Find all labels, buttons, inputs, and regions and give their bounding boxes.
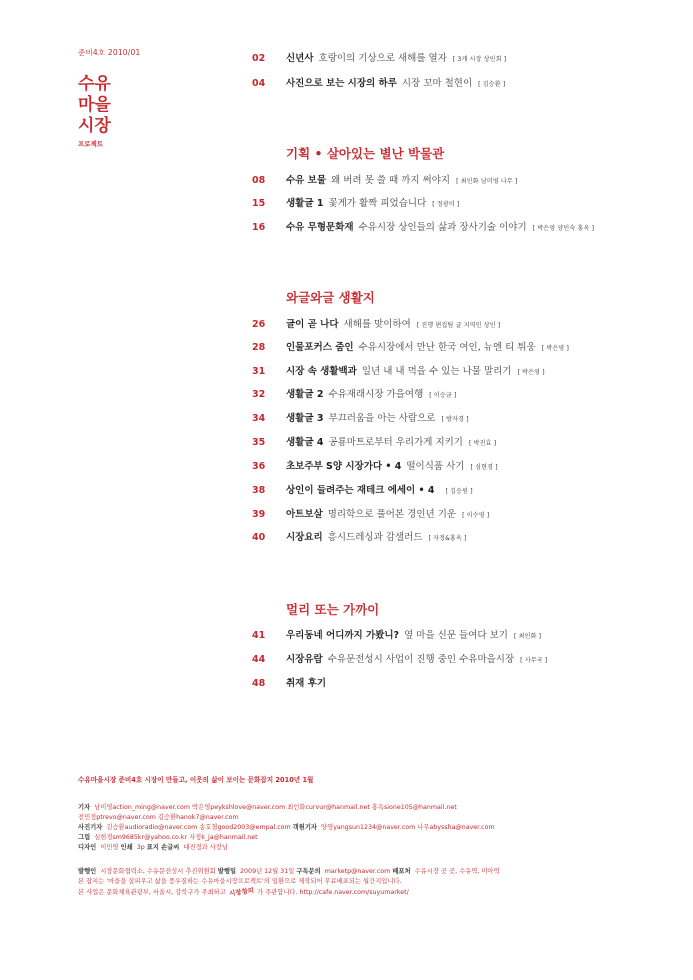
section-heading: 와글와글 생활지 xyxy=(286,290,375,305)
page-number: 02 xyxy=(252,53,266,64)
entry-description: 흥시드레싱과 감샐러드 xyxy=(327,532,423,543)
correspondent-label: 객원기자 xyxy=(292,824,318,831)
distribution-value: 수유시장 곳 곳, 수유역, 미아역 xyxy=(414,868,500,875)
illustration-label: 그림 xyxy=(78,834,91,841)
notice-text: 본 사업은 문화체육관광부, 서울시, 강북구가 주최하고 xyxy=(78,889,226,896)
entry-title: 상인이 들려주는 재테크 에세이 • 4 xyxy=(286,485,435,496)
logo xyxy=(78,74,140,137)
entry-title: 생활글 1 xyxy=(286,198,324,209)
entry-credit: [ 최인화 ] xyxy=(513,633,542,640)
section-heading: 멀리 또는 가까이 xyxy=(286,602,380,617)
toc-entry[interactable] xyxy=(252,482,473,496)
entry-credit: [ 박은영 ] xyxy=(517,369,545,376)
entry-title: 생활글 2 xyxy=(286,389,324,400)
entry-title: 인물포커스 줌인 xyxy=(286,342,354,353)
page-number: 48 xyxy=(252,678,266,689)
entry-description: 떨이식품 사기 xyxy=(406,461,465,472)
date-value: 2009년 12월 31일 xyxy=(240,868,295,875)
page-number: 38 xyxy=(252,485,266,496)
toc-entry[interactable] xyxy=(252,458,498,472)
entry-credit: [ 박은영 양인숙 홍옥 ] xyxy=(532,225,595,232)
entry-description: 새해를 맞이하여 xyxy=(343,319,411,330)
entry-description: 부끄러움을 아는 사람으로 xyxy=(328,413,436,424)
toc-entry[interactable] xyxy=(252,506,489,520)
masthead xyxy=(78,47,140,148)
entry-credit: [ 최인화 남미영 나무 ] xyxy=(456,178,518,185)
entry-title: 신년사 xyxy=(286,53,314,64)
entry-description: 옆 마을 신문 들여다 보기 xyxy=(404,630,508,641)
toc-entry[interactable] xyxy=(252,651,547,665)
reporters-label: 기자 xyxy=(78,804,91,811)
page-number: 28 xyxy=(252,342,266,353)
toc-entry[interactable] xyxy=(252,386,457,400)
entry-description: 공룡마트로부터 우리가게 지키기 xyxy=(328,437,463,448)
entry-credit: [ 진행 편집팀 글 지역민 상인 ] xyxy=(416,322,501,329)
distribution-label: 배포처 xyxy=(392,868,411,875)
toc-entry[interactable] xyxy=(252,339,569,353)
section-heading: 기획 • 살아있는 별난 박물관 xyxy=(286,146,445,161)
print-label: 인쇄 xyxy=(120,844,133,851)
entry-description: 꽃게가 활짝 피었습니다 xyxy=(328,198,427,209)
photo-label: 사진기자 xyxy=(78,824,103,831)
reporters-value: 남미영action_ming@naver.com 박은영peykshlove@naver.com 최인화curvur@hanmail.net 홍옥sione105@hanmail.net xyxy=(94,804,457,811)
entry-description: 수유시장에서 만난 한국 여인, 뉴엔 티 튀웅 xyxy=(358,342,536,353)
contact-value: marketp@naver.com xyxy=(324,868,391,875)
entry-title: 취재 후기 xyxy=(286,678,327,689)
toc-entry[interactable] xyxy=(252,434,496,448)
entry-credit: [ 방자경 ] xyxy=(441,416,469,423)
page-number: 04 xyxy=(252,78,266,89)
page-number: 16 xyxy=(252,222,266,233)
design-line xyxy=(78,843,638,853)
entry-title: 수유 무형문화재 xyxy=(286,222,354,233)
publisher-line xyxy=(78,867,638,877)
page-number: 32 xyxy=(252,389,266,400)
cover-label: 표지 손글씨 xyxy=(146,844,180,851)
logo-line: 수유 xyxy=(78,74,111,94)
logo-line: 마을 xyxy=(78,95,111,115)
spacer xyxy=(78,853,638,867)
stamp-logo: 시장창의 xyxy=(228,886,255,898)
reporters-line xyxy=(78,803,638,813)
cover-value: 대진정과 사장님 xyxy=(183,844,228,851)
toc-entry[interactable] xyxy=(252,363,545,377)
entry-description: 수유문전성시 사업이 진행 중인 수유마을시장 xyxy=(327,654,515,665)
notice-line xyxy=(78,887,638,898)
notice-text: 가 주관합니다. http://cafe.naver.com/suyumarket/ xyxy=(257,889,409,896)
entry-description: 일년 내 내 먹을 수 있는 나물 말리기 xyxy=(361,366,512,377)
colophon xyxy=(78,775,638,898)
photo-value: 김승환audioradio@naver.com 송호철good2003@empal.com xyxy=(106,824,291,831)
entry-title: 시장요리 xyxy=(286,532,323,543)
colophon-tagline: 수유마을시장 준비4호 시장이 만들고, 이웃의 삶이 보이는 문화잡지 2010년 1월 xyxy=(78,776,314,784)
publisher-label: 발행인 xyxy=(78,868,97,875)
toc-entry[interactable] xyxy=(252,172,518,186)
page-number: 41 xyxy=(252,630,266,641)
entry-credit: [ 이승금 ] xyxy=(429,392,457,399)
toc-entry[interactable] xyxy=(252,627,541,641)
entry-title: 생활글 4 xyxy=(286,437,324,448)
reporters-value: 전민정ptrevo@naver.com 김승환hanok7@naver.com xyxy=(78,814,239,821)
entry-title: 수유 보물 xyxy=(286,175,327,186)
entry-title: 시장 속 생활백과 xyxy=(286,366,357,377)
notice-line: 본 잡지는 '마을을 살피우고 삶을 풍우질하는 수유마을시장프로젝트'의 일환으로 제작되어 무료배포되는 월간지입니다. xyxy=(78,878,402,885)
page-number: 15 xyxy=(252,198,266,209)
entry-title: 아트보살 xyxy=(286,509,323,520)
toc-entry[interactable] xyxy=(252,529,467,543)
print-value: 3p xyxy=(136,844,145,851)
correspondent-value: 양영yangsun1234@naver.com 나무abyssha@naver.com xyxy=(321,824,495,831)
page-number: 34 xyxy=(252,413,266,424)
toc-entry[interactable] xyxy=(252,410,469,424)
logo-subtitle: 프로젝트 xyxy=(78,140,104,148)
page-number: 39 xyxy=(252,509,266,520)
entry-description: 왜 버려 못 쓸 때 까지 써야지 xyxy=(331,175,451,186)
page-number: 08 xyxy=(252,175,266,186)
page-number: 35 xyxy=(252,437,266,448)
entry-description: 호랑이의 기상으로 새해를 열자 xyxy=(318,53,447,64)
page-number: 26 xyxy=(252,319,266,330)
design-label: 디자인 xyxy=(78,844,97,851)
entry-title: 사진으로 보는 시장의 하루 xyxy=(286,78,397,89)
entry-title: 우리동네 어디까지 가봤니? xyxy=(286,630,400,641)
entry-description: 수유시장 상인들의 삶과 장사기술 이야기 xyxy=(358,222,527,233)
toc-entry[interactable] xyxy=(252,195,460,209)
contact-label: 구독문의 xyxy=(296,868,321,875)
entry-credit: [ 자정&홍옥 ] xyxy=(428,535,467,542)
entry-credit: [ 박진효 ] xyxy=(468,440,497,447)
illustration-value: 심현경sm9685kr@yahoo.co.kr 자정k_ja@hanmail.net xyxy=(94,834,258,841)
entry-credit: [ 사무국 ] xyxy=(520,657,548,664)
toc-entry[interactable] xyxy=(252,219,594,233)
entry-credit: [ 심현경 ] xyxy=(470,464,498,471)
page-number: 40 xyxy=(252,532,266,543)
issue-label: 준비4호 2010/01 xyxy=(78,48,141,57)
logo-line: 시장 xyxy=(78,116,111,136)
photo-line xyxy=(78,823,638,833)
entry-credit: [ 이수영 ] xyxy=(462,512,490,519)
reporters-line xyxy=(78,813,638,823)
entry-description: 명리학으로 풀어본 경인년 기운 xyxy=(327,509,457,520)
entry-description: 시장 꼬마 철현이 xyxy=(401,78,473,89)
illustration-line xyxy=(78,833,638,843)
toc-entry[interactable] xyxy=(252,50,506,64)
entry-credit: [ 김승원 ] xyxy=(445,488,473,495)
entry-credit: [ 정광미 ] xyxy=(432,201,460,208)
toc-entry[interactable] xyxy=(252,75,505,89)
publisher-value: 시장문화협력소, 수유문전성시 추진위원회 xyxy=(100,868,216,875)
entry-title: 시장유람 xyxy=(286,654,323,665)
date-label: 발행일 xyxy=(217,868,237,875)
page-number: 31 xyxy=(252,366,266,377)
entry-title: 생활글 3 xyxy=(286,413,324,424)
entry-credit: [ 3개 시장 상인회 ] xyxy=(452,56,507,63)
entry-description: 수유재래시장 가을여행 xyxy=(328,389,424,400)
page-number: 44 xyxy=(252,654,266,665)
entry-title: 초보주부 S양 시장가다 • 4 xyxy=(286,461,402,472)
entry-title: 글이 곧 나다 xyxy=(286,319,339,330)
page-number: 36 xyxy=(252,461,266,472)
entry-credit: [ 박은영 ] xyxy=(541,345,569,352)
toc-entry[interactable] xyxy=(252,316,500,330)
entry-credit: [ 김승환 ] xyxy=(478,81,506,88)
design-value: 이민영 xyxy=(100,844,119,851)
toc-entry[interactable] xyxy=(252,675,337,689)
